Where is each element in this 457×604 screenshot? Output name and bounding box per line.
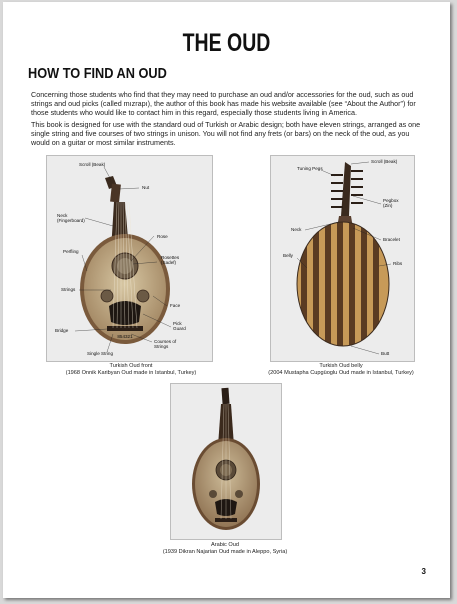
front-label-rose: Rose — [157, 234, 168, 239]
front-caption-title: Turkish Oud front — [109, 363, 153, 369]
belly-label-pegbox: Pegbox — [383, 198, 399, 203]
page-title: THE OUD — [182, 29, 271, 57]
front-label-neck-sub: (Fingerboard) — [57, 218, 85, 223]
arabic-caption-detail: (1939 Dikran Najarian Oud made in Aleppo, Syria) — [162, 549, 288, 555]
front-label-face: Face — [170, 303, 181, 308]
front-label-strings: Strings — [61, 287, 76, 292]
front-label-single-string: Single String — [87, 351, 114, 356]
front-label-rosettes: Rosettes — [161, 255, 180, 260]
paragraph-design: This book is designed for use with the standard oud of Turkish or Arabic design; both have eleven strings, arranged as one single string and five courses of two strings in unison. You will not find any frets (or bars) on the neck of the oud, as you would on a guitar or most similar instruments. — [31, 120, 421, 148]
turkish-oud-front-photo — [46, 155, 213, 362]
belly-label-butt: Butt — [381, 351, 390, 356]
page-number: 3 — [421, 567, 426, 576]
belly-photo-caption — [251, 363, 431, 377]
belly-label-pegbox-sub: (Zin) — [383, 203, 393, 208]
belly-label-scroll: Scroll (Beak) — [371, 159, 398, 164]
book-page — [3, 2, 450, 598]
belly-label-tuning-pegs: Tuning Pegs — [297, 166, 323, 171]
front-photo-caption — [31, 363, 231, 377]
arabic-caption-title: Arabic Oud — [211, 542, 239, 548]
front-label-nut: Nut — [142, 185, 150, 190]
section-heading: HOW TO FIND AN OUD — [28, 65, 167, 82]
arabic-oud-photo — [170, 383, 282, 540]
belly-label-bracelet: Bracelet — [383, 237, 400, 242]
belly-caption-title: Turkish Oud belly — [319, 363, 363, 369]
front-label-neck: Neck — [57, 213, 68, 218]
front-maker-mark: 854321 — [117, 334, 133, 339]
front-label-courses-sub: Strings — [154, 344, 169, 349]
front-caption-detail: (1968 Onnik Karibyan Oud made in Istanbul, Turkey) — [65, 370, 197, 376]
belly-label-ribs: Ribs — [393, 261, 403, 266]
belly-caption-detail: (2004 Mustapha Cupgüoglu Oud made in Istanbul, Turkey) — [268, 370, 414, 376]
belly-label-neck: Neck — [291, 227, 302, 232]
paragraph-purchase: Concerning those students who find that they may need to purchase an oud and/or accessories for the oud, such as oud strings and oud picks (called mızrapı), the author of this book has made his website available (see “About the Author”) for those students who would like to contact him in this regard, especially those students living in America. — [31, 90, 416, 118]
front-label-purfling: Perfling — [63, 249, 79, 254]
front-label-pick: Pick — [173, 321, 182, 326]
arabic-photo-caption — [145, 542, 305, 556]
front-label-bridge: Bridge — [55, 328, 69, 333]
belly-label-belly: Belly — [283, 253, 293, 258]
front-label-scroll: Scroll (Beak) — [79, 162, 106, 167]
front-label-guard: Guard — [173, 326, 186, 331]
turkish-oud-belly-photo — [270, 155, 415, 362]
front-label-rosettes-sub: (Sadef) — [161, 260, 177, 265]
front-label-courses: Courses of — [154, 339, 177, 344]
